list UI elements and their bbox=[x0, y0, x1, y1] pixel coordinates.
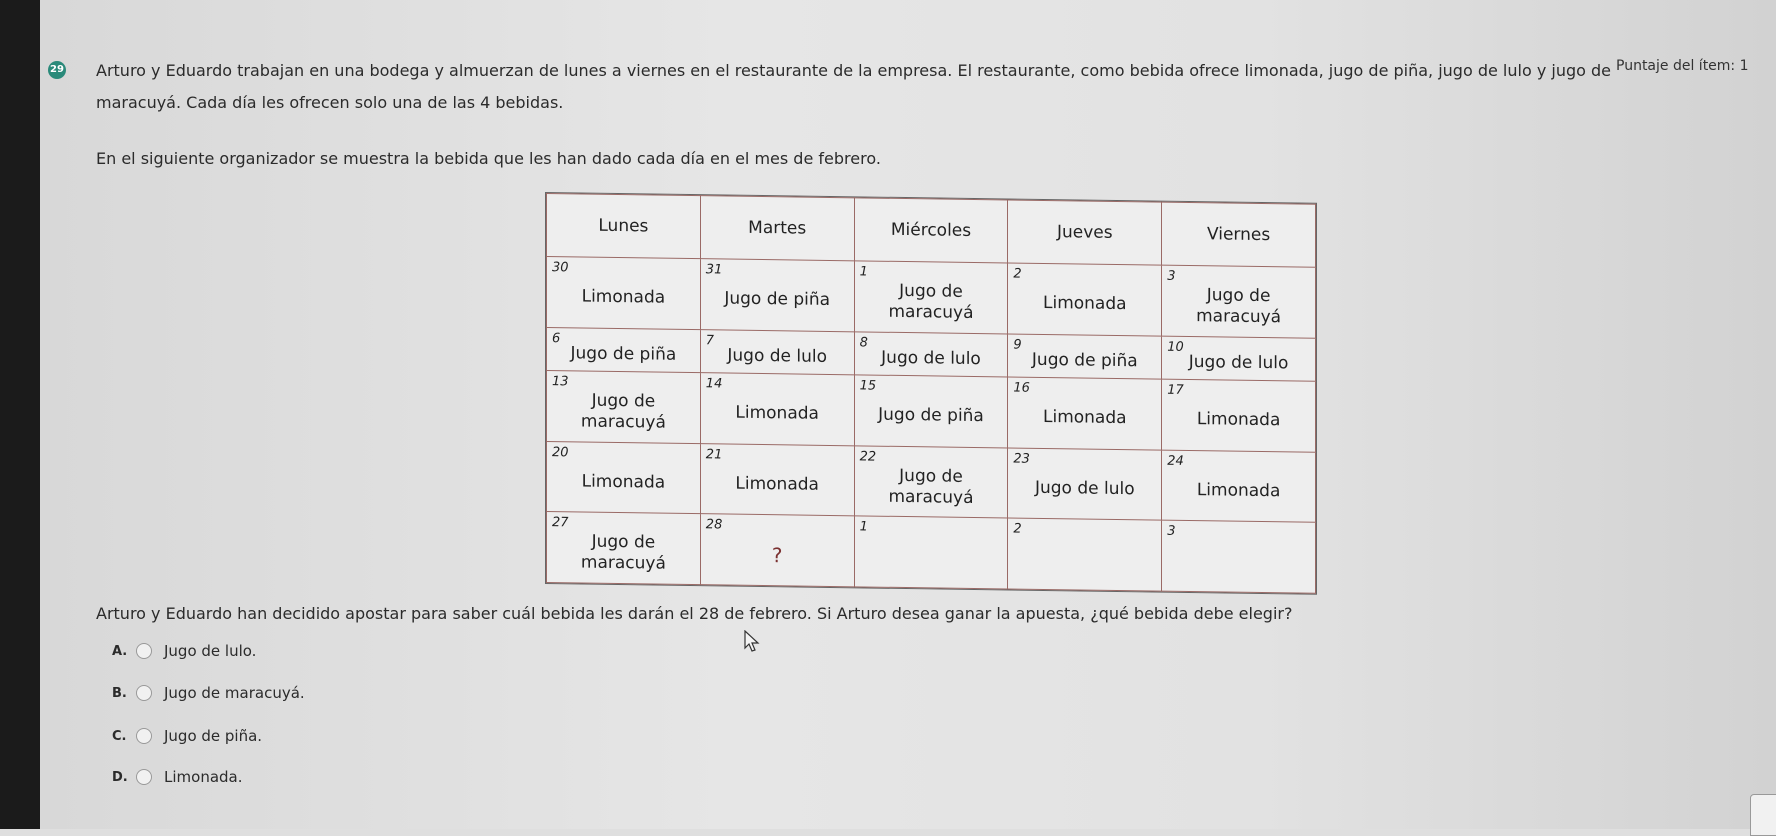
day-number: 17 bbox=[1167, 382, 1184, 399]
drink-label bbox=[856, 547, 1007, 559]
drink-label: Jugo de lulo bbox=[881, 348, 981, 370]
day-number: 20 bbox=[552, 444, 569, 461]
question-prompt: Arturo y Eduardo han decidido apostar para saber cuál bebida les darán el 28 de febrero. Si Arturo desea ganar la apuesta, ¿qué bebida debe elegir? bbox=[96, 604, 1293, 623]
drink-label: Jugo de piña bbox=[878, 405, 984, 427]
day-number: 2 bbox=[1013, 266, 1022, 282]
drink-label: Limonada bbox=[735, 403, 819, 425]
calendar-day-cell bbox=[1008, 263, 1162, 336]
calendar-week-row bbox=[547, 257, 1316, 338]
day-number: 1 bbox=[859, 264, 868, 280]
day-number: 1 bbox=[859, 519, 868, 535]
drink-label: Jugo de lulo bbox=[727, 345, 828, 368]
day-number: 22 bbox=[859, 449, 877, 465]
radio-button[interactable] bbox=[136, 643, 152, 659]
calendar-day-cell bbox=[1162, 520, 1316, 593]
statement-line-2: maracuyá. Cada día les ofrecen solo una de las 4 bebidas. bbox=[96, 93, 564, 112]
day-number: 16 bbox=[1013, 380, 1030, 396]
calendar-day-cell bbox=[700, 329, 854, 375]
calendar-week-row bbox=[547, 441, 1316, 522]
day-number: 31 bbox=[705, 262, 723, 278]
drink-label: Limonada bbox=[581, 286, 666, 308]
calendar-day-cell bbox=[547, 371, 701, 444]
header-lunes: Lunes bbox=[547, 194, 701, 259]
drink-label: Jugo de piña bbox=[724, 288, 831, 311]
mouse-pointer-icon bbox=[744, 630, 762, 654]
score-label: Puntaje del ítem: 1 bbox=[1616, 58, 1749, 74]
option-a[interactable] bbox=[112, 642, 256, 660]
option-letter: D. bbox=[112, 769, 128, 785]
day-number: 23 bbox=[1013, 451, 1030, 467]
calendar-day-cell bbox=[1008, 518, 1162, 591]
drink-label: Jugo de lulo bbox=[1188, 352, 1289, 374]
option-letter: C. bbox=[112, 728, 127, 744]
drink-label: Limonada bbox=[581, 471, 666, 493]
statement-line-1: Arturo y Eduardo trabajan en una bodega y almuerzan de lunes a viernes en el restaurante de la empresa. El restaurante, como bebida ofrece limonada, jugo de piña, jugo de lulo y jugo de bbox=[96, 61, 1611, 80]
calendar-day-cell bbox=[547, 512, 701, 585]
calendar-day-cell bbox=[854, 261, 1008, 334]
calendar-week-row bbox=[547, 371, 1316, 452]
drink-calendar bbox=[545, 192, 1317, 595]
day-number: 3 bbox=[1167, 268, 1176, 284]
calendar-day-cell bbox=[1162, 336, 1316, 382]
option-text: Limonada. bbox=[164, 768, 243, 786]
day-number: 8 bbox=[859, 334, 868, 351]
calendar-week-row bbox=[547, 512, 1316, 593]
calendar-day-cell bbox=[854, 516, 1008, 589]
calendar-day-cell bbox=[854, 375, 1008, 448]
option-text: Jugo de lulo. bbox=[164, 642, 257, 660]
screen-bezel bbox=[0, 0, 40, 829]
header-miercoles: Miércoles bbox=[854, 198, 1008, 263]
radio-button[interactable] bbox=[136, 728, 152, 744]
drink-label: Jugo de maracuyá bbox=[888, 280, 974, 323]
option-text: Jugo de piña. bbox=[164, 727, 263, 745]
calendar-day-cell bbox=[700, 373, 854, 446]
drink-label: Limonada bbox=[1196, 480, 1281, 502]
day-number: 13 bbox=[552, 374, 569, 390]
header-martes: Martes bbox=[700, 196, 854, 261]
header-viernes: Viernes bbox=[1162, 202, 1316, 267]
drink-label: ? bbox=[771, 542, 783, 567]
day-number: 24 bbox=[1167, 453, 1184, 469]
option-d[interactable] bbox=[112, 768, 243, 786]
day-number: 27 bbox=[552, 515, 569, 531]
option-letter: B. bbox=[112, 685, 127, 701]
option-b[interactable] bbox=[112, 684, 305, 702]
calendar-day-cell bbox=[1162, 265, 1316, 338]
calendar-day-cell bbox=[854, 446, 1008, 519]
header-jueves: Jueves bbox=[1008, 200, 1162, 265]
calendar-day-cell bbox=[1008, 377, 1162, 450]
calendar-day-cell bbox=[547, 257, 701, 330]
drink-label: Jugo de maracuyá bbox=[888, 465, 974, 508]
corner-widget[interactable] bbox=[1750, 794, 1776, 836]
day-number: 30 bbox=[552, 260, 569, 276]
calendar-day-cell bbox=[854, 331, 1008, 377]
calendar-day-cell bbox=[700, 514, 854, 587]
day-number: 9 bbox=[1013, 337, 1022, 353]
option-text: Jugo de maracuyá. bbox=[164, 684, 305, 702]
drink-label: Limonada bbox=[1043, 407, 1127, 429]
calendar-day-cell bbox=[700, 259, 854, 332]
drink-label: Limonada bbox=[1196, 409, 1281, 431]
day-number: 3 bbox=[1167, 524, 1176, 540]
drink-label bbox=[1163, 551, 1314, 563]
drink-label: Jugo de piña bbox=[570, 343, 677, 366]
calendar-day-cell bbox=[1162, 450, 1316, 523]
calendar-day-cell bbox=[700, 443, 854, 516]
drink-label: Limonada bbox=[1043, 293, 1127, 315]
day-number: 21 bbox=[705, 447, 723, 463]
drink-label: Jugo de maracuyá bbox=[580, 531, 666, 574]
drink-label: Jugo de lulo bbox=[1034, 477, 1135, 500]
radio-button[interactable] bbox=[136, 685, 152, 701]
day-number: 6 bbox=[552, 330, 561, 346]
calendar-day-cell bbox=[547, 327, 701, 373]
calendar-table bbox=[546, 193, 1316, 594]
calendar-day-cell bbox=[1162, 379, 1316, 452]
day-number: 7 bbox=[705, 332, 715, 348]
day-number: 2 bbox=[1013, 521, 1022, 538]
day-number: 28 bbox=[705, 517, 723, 533]
drink-label: Jugo de piña bbox=[1031, 350, 1138, 372]
drink-label: Limonada bbox=[735, 473, 819, 495]
option-c[interactable] bbox=[112, 727, 262, 745]
calendar-day-cell bbox=[1008, 448, 1162, 521]
day-number: 10 bbox=[1167, 339, 1184, 355]
day-number: 15 bbox=[859, 378, 877, 394]
option-letter: A. bbox=[112, 643, 128, 659]
day-number: 14 bbox=[705, 376, 723, 392]
question-number-badge: 29 bbox=[48, 61, 66, 79]
drink-label: Jugo de maracuyá bbox=[1196, 285, 1282, 328]
drink-label: Jugo de maracuyá bbox=[580, 390, 666, 433]
calendar-day-cell bbox=[547, 441, 701, 514]
organizer-text: En el siguiente organizador se muestra la bebida que les han dado cada día en el mes de febrero. bbox=[96, 149, 881, 168]
drink-label bbox=[1009, 549, 1160, 561]
calendar-day-cell bbox=[1008, 334, 1162, 380]
radio-button[interactable] bbox=[136, 769, 152, 785]
